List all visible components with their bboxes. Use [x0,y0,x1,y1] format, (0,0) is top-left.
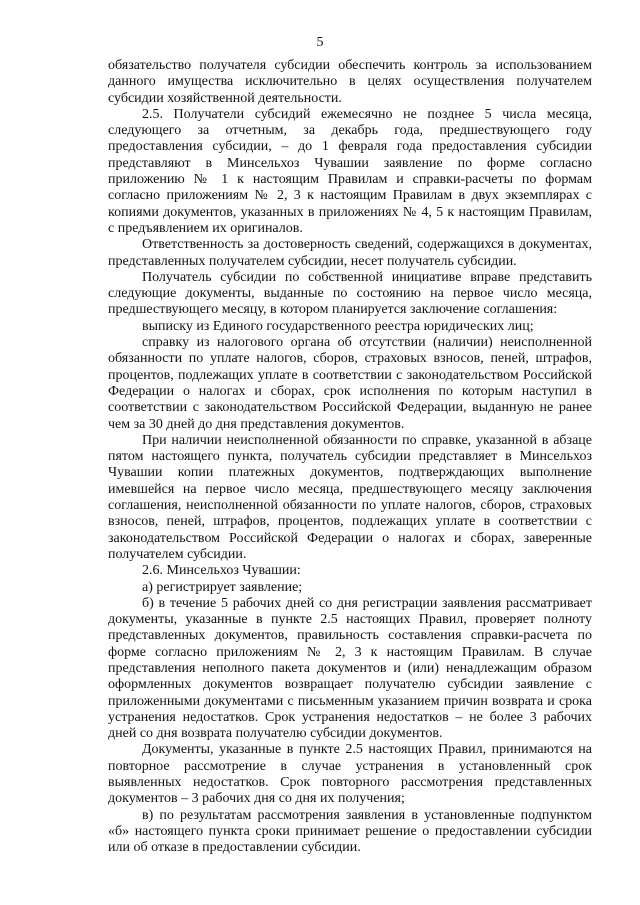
paragraph: а) регистрирует заявление; [142,579,303,595]
paragraph: б) в течение 5 рабочих дней со дня регистрации заявления рассматривает документы, указанные в пункте 2.5 настоящих Правил, проверяет полноту представленных документов, правильность составления справки-расчета по форме согласно приложениям № 2, 3 к настоящим Правилам. В случае представления неполного пакета документов и (или) ненадлежащим образом оформленных документов возвращает получателю субсидии заявление с приложенными документами с письменным указанием причин возврата и срока устранения недостатков. Срок устранения недостатков – не более 3 рабочих дней со дня возврата получателю субсидии документов. [108,595,592,742]
paragraph: в) по результатам рассмотрения заявления в установленные подпунктом «б» настоящего пункта сроки принимает решение о предоставлении субсидии или об отказе в предоставлении субсидии. [108,807,592,856]
paragraph: Ответственность за достоверность сведений, содержащихся в документах, представленных получателем субсидии, несет получатель субсидии. [108,237,592,269]
document-body [108,58,592,857]
paragraph: обязательство получателя субсидии обеспечить контроль за использованием данного имущества исключительно в целях осуществления получателем субсидии хозяйственной деятельности. [108,58,592,106]
paragraph: 2.5. Получатели субсидий ежемесячно не позднее 5 числа месяца, следующего за отчетным, за декабрь года, предшествующего году предоставления субсидии, – до 1 февраля года предоставления субсидии представляют в Минсельхоз Чувашии заявление по форме согласно приложению № 1 к настоящим Правилам и справки-расчеты по формам согласно приложениям № 2, 3 к настоящим Правилам в двух экземплярах с копиями документов, указанных в приложениях № 4, 5 к настоящим Правилам, с предъявлением их оригиналов. [108,106,592,236]
paragraph: справку из налогового органа об отсутствии (наличии) неисполненной обязанности по уплате налогов, сборов, страховых взносов, пеней, штрафов, процентов, подлежащих уплате в соответствии с законодательством Российской Федерации о налогах и сборах, срок исполнения по которым наступил в соответствии с законодательством Российской Федерации, выданную не ранее чем за 30 дней до дня представления документов. [108,335,592,432]
paragraph: Документы, указанные в пункте 2.5 настоящих Правил, принимаются на повторное рассмотрение в случае устранения в установленный срок выявленных недостатков. Срок повторного рассмотрения представленных документов – 3 рабочих дня со дня их получения; [108,742,592,807]
paragraph: 2.6. Минсельхоз Чувашии: [142,563,301,579]
page-number: 5 [316,35,324,50]
paragraph: При наличии неисполненной обязанности по справке, указанной в абзаце пятом настоящего пункта, получатель субсидии представляет в Минсельхоз Чувашии копии платежных документов, подтверждающих выполнение имевшейся на первое число месяца, предшествующего месяцу заключения соглашения, неисполненной обязанности по уплате налогов, сборов, страховых взносов, пеней, штрафов, процентов, подлежащих уплате в соответствии с законодательством Российской Федерации о налогах и сборах, заверенные получателем субсидии. [108,432,592,562]
paragraph: выписку из Единого государственного реестра юридических лиц; [142,318,534,334]
paragraph: Получатель субсидии по собственной инициативе вправе представить следующие документы, выданные по состоянию на первое число месяца, предшествующего месяцу, в котором планируется заключение соглашения: [108,269,592,318]
